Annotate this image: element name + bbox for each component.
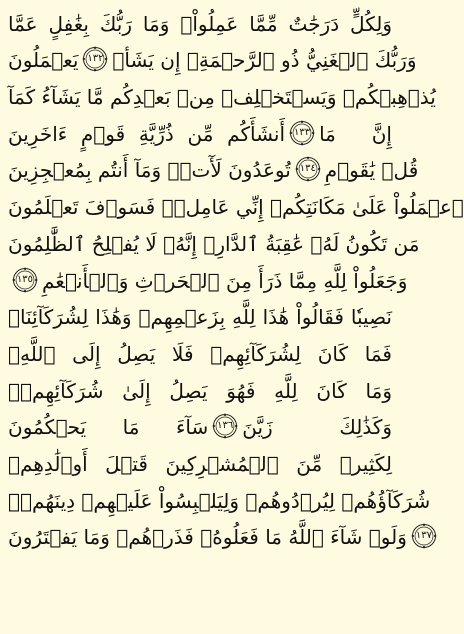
ayah-number-marker	[212, 413, 238, 439]
ayah-number-marker	[82, 46, 108, 72]
ayah-text: وَكَذَٰلِكَ زَيَّنَ	[242, 415, 393, 440]
ayah-number: ١٣٦	[217, 420, 234, 432]
ayah-text: يُذۡهِبۡكُمۡ وَيَسۡتَخۡلِفۡ مِنۢ بَعۡدِكُم مَّا يَشَآءُ كَمَآ	[8, 85, 436, 110]
ayah-number-marker	[411, 523, 437, 549]
text-line-9	[8, 298, 392, 335]
ayah-text: وَلِكُلٍّ دَرَجَٰتٌ مِّمَّا عَمِلُواْۚ وَمَا رَبُّكَ بِغَٰفِلٍ عَمَّا	[8, 11, 392, 36]
ayah-number-marker	[295, 156, 321, 182]
ayah-text: لِكَثِيرٖ مِّنَ ٱلۡمُشۡرِكِينَ قَتۡلَ أَوۡلَٰدِهِمۡ	[8, 451, 392, 476]
ayah-text: فَمَا كَانَ لِشُرَكَآئِهِمۡ فَلَا يَصِلُ إِلَى ٱللَّهِۖ	[8, 341, 392, 366]
text-line-8	[8, 261, 408, 298]
ayah-text: وَلَوۡ شَآءَ ٱللَّهُ مَا فَعَلُوهُۖ فَذَرۡهُمۡ وَمَا يَفۡتَرُونَ	[8, 525, 407, 550]
ayah-number: ١٣٤	[299, 163, 316, 175]
text-line-15	[8, 518, 432, 555]
ayah-text: مَن تَكُونُ لَهُۥ عَٰقِبَةُ ٱلدَّارِۚ إِنَّهُۥ لَا يُفۡلِحُ ٱلظَّٰلِمُونَ	[8, 231, 420, 256]
ayah-text: إِنَّ مَا	[319, 121, 392, 146]
ayah-text: وَجَعَلُواْ لِلَّهِ مِمَّا ذَرَأَ مِنَ ٱلۡحَرۡثِ وَٱلۡأَنۡعَٰمِ	[42, 268, 408, 293]
text-line-10	[8, 334, 392, 371]
text-line-1	[8, 4, 392, 41]
ayah-text: ٱعۡمَلُواْ عَلَىٰ مَكَانَتِكُمۡ إِنِّي عَامِلٞۖ فَسَوۡفَ تَعۡلَمُونَ	[8, 195, 464, 220]
text-line-4	[8, 114, 392, 151]
text-line-11	[8, 371, 392, 408]
ayah-text: شُرَكَآؤُهُمۡ لِيُرۡدُوهُمۡ وَلِيَلۡبِسُواْ عَلَيۡهِمۡ دِينَهُمۡۖ	[8, 488, 431, 513]
ayah-text: سَآءَ مَا يَحۡكُمُونَ	[8, 415, 209, 440]
ayah-number: ١٣٥	[16, 273, 34, 285]
ayah-text: قُلۡ يَٰقَوۡمِ	[324, 158, 419, 183]
ayah-text: وَمَا كَانَ لِلَّهِ فَهُوَ يَصِلُ إِلَىٰ شُرَكَآئِهِمۡۗ	[8, 378, 392, 403]
text-line-13	[8, 444, 392, 481]
ayah-text: نَصِيبٗا فَقَالُواْ هَٰذَا لِلَّهِ بِزَعۡمِهِمۡ وَهَٰذَا لِشُرَكَآئِنَاۖ	[8, 305, 392, 330]
text-line-14	[8, 481, 431, 518]
ayah-text: تُوعَدُونَ لَأٓتٖۖ وَمَآ أَنتُم بِمُعۡجِزِينَ	[8, 158, 291, 183]
text-line-2	[8, 41, 417, 78]
ayah-text: وَرَبُّكَ ٱلۡغَنِيُّ ذُو ٱلرَّحۡمَةِۚ إِن يَشَأۡ	[112, 48, 417, 73]
ayah-text: أَنشَأَكُم مِّن ذُرِّيَّةِ قَوۡمٍ ءَاخَرِينَ	[8, 121, 286, 146]
text-line-7	[8, 224, 420, 261]
ayah-number-marker	[289, 120, 315, 146]
ayah-number-marker	[12, 267, 38, 293]
ayah-text: يَعۡمَلُونَ	[8, 48, 79, 73]
text-line-3	[8, 77, 436, 114]
ayah-number: ١٣٧	[415, 530, 432, 542]
ayah-number: ١٣٢	[87, 53, 104, 65]
text-line-12	[8, 408, 392, 445]
ayah-number: ١٣٣	[294, 126, 311, 138]
text-line-5	[8, 151, 419, 188]
text-line-6	[8, 187, 464, 224]
